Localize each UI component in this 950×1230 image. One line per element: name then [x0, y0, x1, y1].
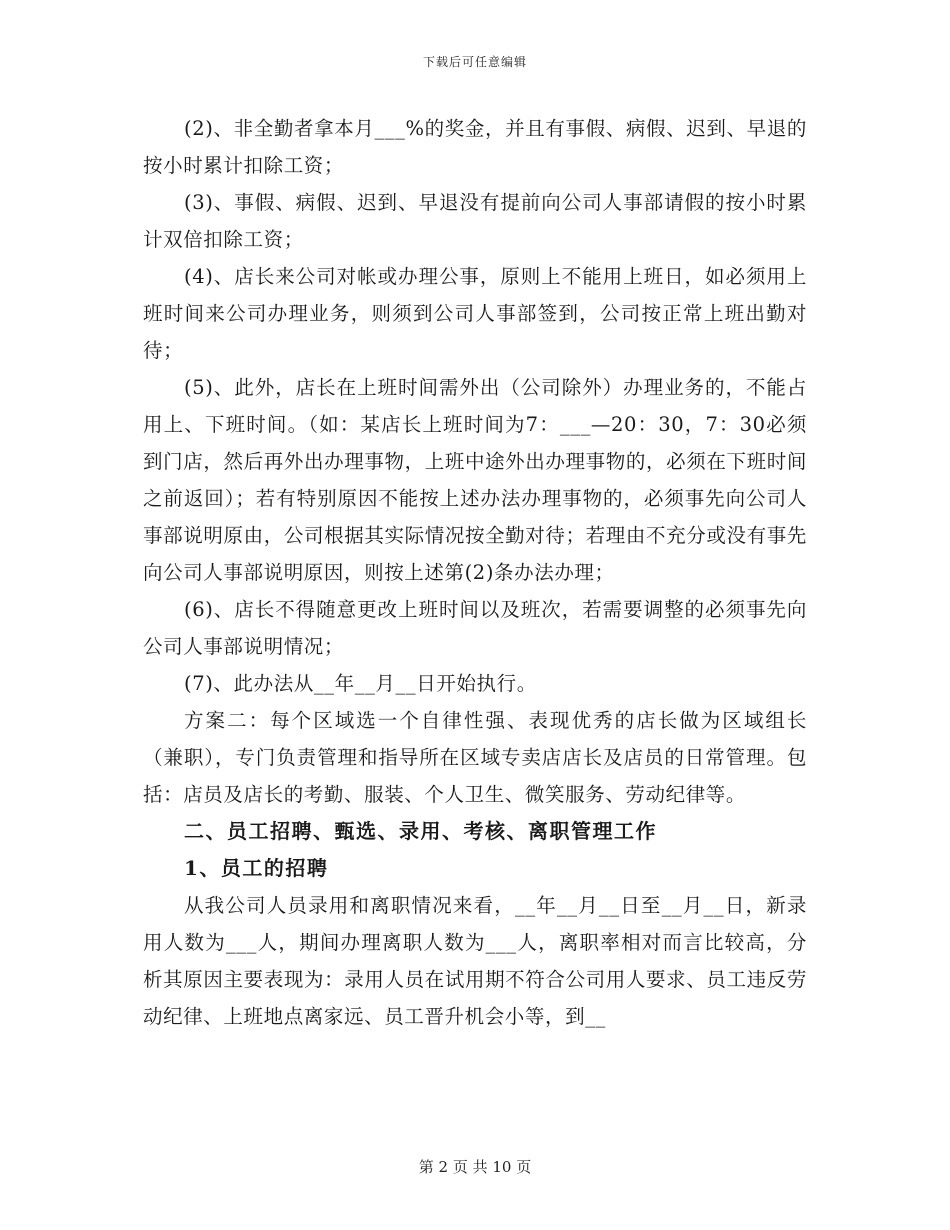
paragraph-recruitment: 从我公司人员录用和离职情况来看，__年__月__日至__月__日，新录用人数为___人，期间办理离职人数为___人，离职率相对而言比较高，分析其原因主要表现为：录用人员在试用期不符合公司用人要求、员工违反劳动纪律、上班地点离家远、员工晋升机会小等，到__ [143, 894, 807, 1028]
subsection-heading: 1、员工的招聘 [184, 856, 329, 880]
paragraph-item-6: (6)、店长不得随意更改上班时间以及班次，若需要调整的必须事先向公司人事部说明情况； [143, 598, 807, 658]
paragraph-item-3: (3)、事假、病假、迟到、早退没有提前向公司人事部请假的按小时累计双倍扣除工资； [143, 191, 807, 251]
paragraph-item-2: (2)、非全勤者拿本月___%的奖金，并且有事假、病假、迟到、早退的按小时累计扣除工资； [143, 117, 807, 177]
paragraph-item-7: (7)、此办法从__年__月__日开始执行。 [184, 672, 537, 695]
section-heading: 二、员工招聘、甄选、录用、考核、离职管理工作 [184, 819, 657, 843]
paragraph-item-5: (5)、此外，店长在上班时间需外出（公司除外）办理业务的，不能占用上、下班时间。（如：某店长上班时间为7：___—20：30，7：30必须到门店，然后再外出办理事物，上班中途外出办理事物的，必须在下班时间之前返回）；若有特别原因不能按上述办法办理事物的，必须事先向公司人事部说明原由，公司根据其实际情况按全勤对待；若理由不充分或没有事先向公司人事部说明原因，则按上述第(2)条办法办理； [143, 376, 807, 584]
page-footer: 第 2 页 共 10 页 [418, 1158, 532, 1176]
page-header: 下载后可任意编辑 [422, 55, 527, 69]
document-body [143, 110, 807, 1035]
paragraph-item-4: (4)、店长来公司对帐或办理公事，原则上不能用上班日，如必须用上班时间来公司办理业务，则须到公司人事部签到，公司按正常上班出勤对待； [143, 265, 807, 362]
paragraph-plan-two: 方案二：每个区域选一个自律性强、表现优秀的店长做为区域组长（兼职），专门负责管理和指导所在区域专卖店店长及店员的日常管理。包括：店员及店长的考勤、服装、个人卫生、微笑服务、劳动纪律等。 [143, 709, 807, 806]
